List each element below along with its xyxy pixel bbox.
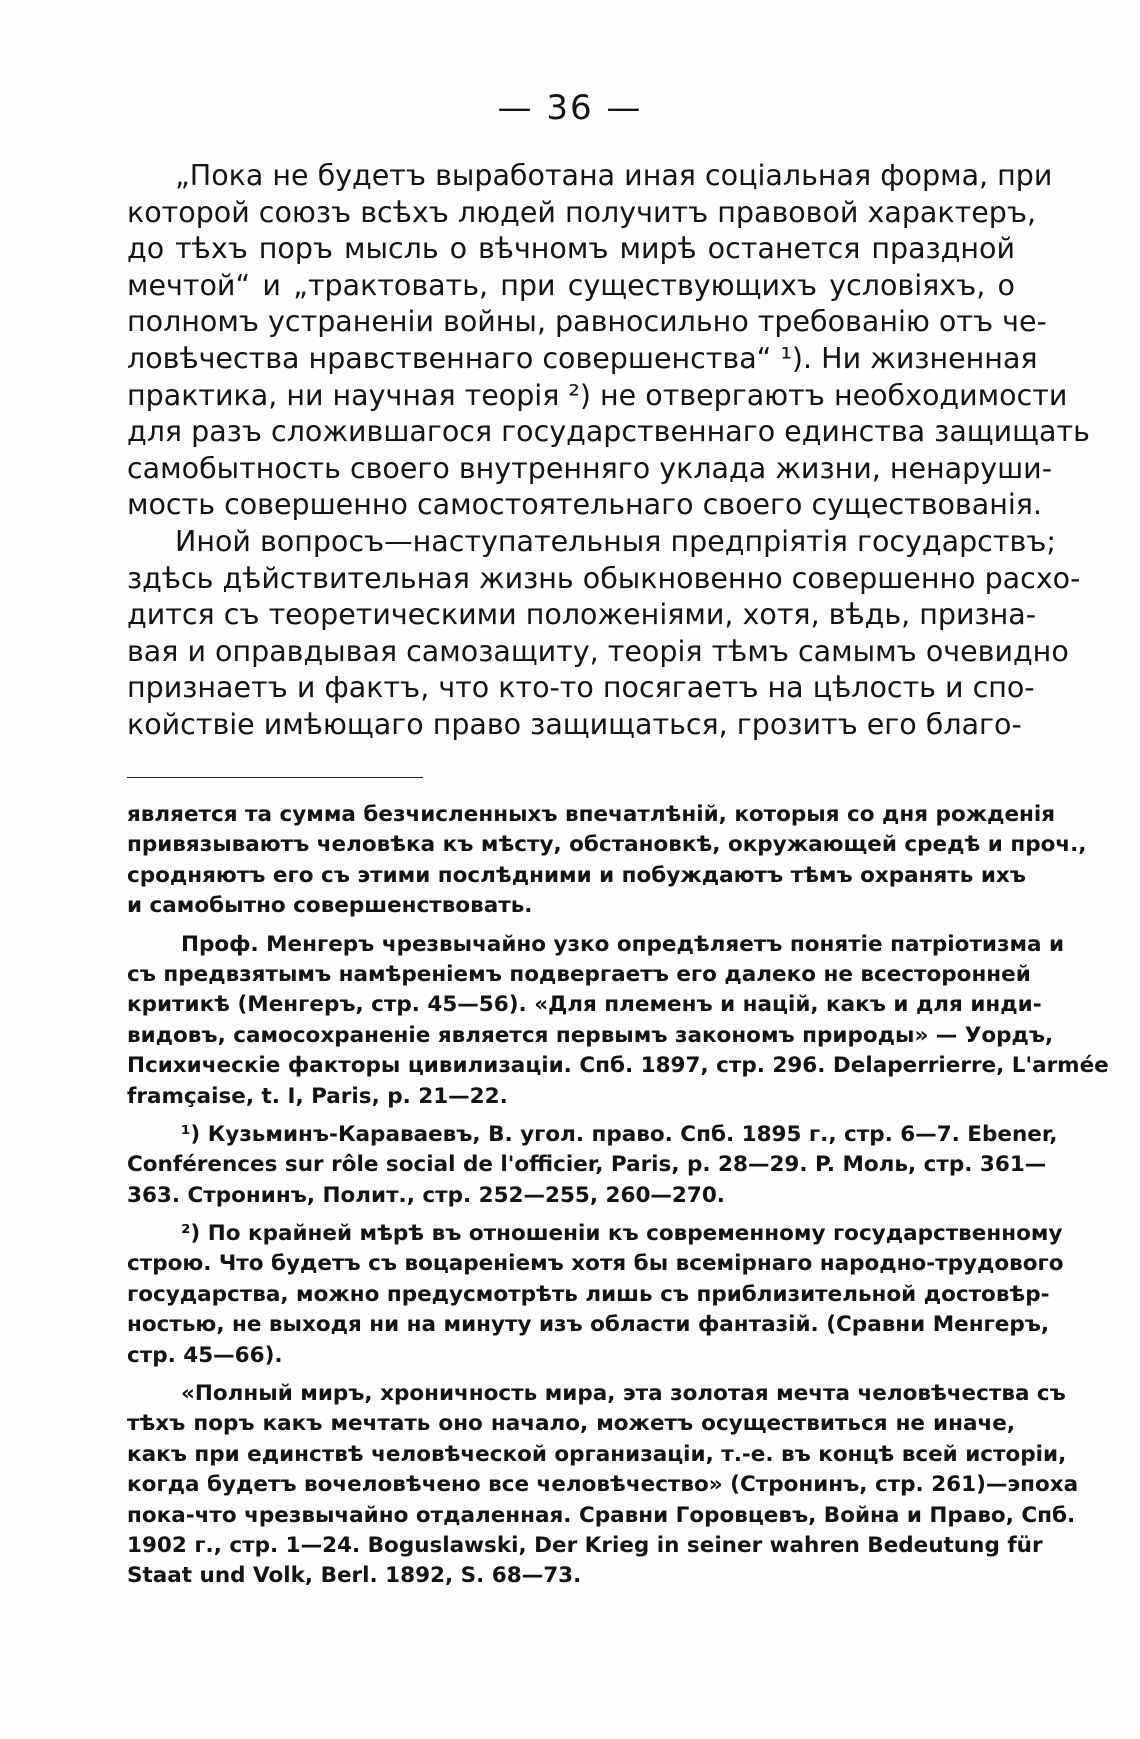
footnote-line: государства, можно предусмотрѣть лишь съ приблизительной достовѣр- (127, 1281, 1050, 1307)
footnote-line: и самобытно совершенствовать. (127, 893, 533, 919)
footnote-line: видовъ, самосохраненіе является первымъ закономъ природы» — Уордъ, (127, 1022, 1054, 1048)
footnote-line: Staat und Volk, Berl. 1892, S. 68—73. (127, 1563, 582, 1589)
main-text-line: полномъ устраненіи войны, равносильно требованію отъ че- (127, 305, 1047, 339)
main-text-line: дится съ теоретическими положеніями, хотя, вѣдь, призна- (127, 598, 1037, 632)
footnote-paragraph (127, 1379, 1079, 1592)
footnote-line: привязываютъ человѣка къ мѣсту, обстановкѣ, окружающей средѣ и проч., (127, 832, 1087, 858)
footnote-line: строю. Что будетъ съ воцареніемъ хотя бы всемірнаго народно-трудового (127, 1251, 1064, 1277)
footnote-paragraph (127, 1219, 1064, 1371)
main-text-line: ловѣчества нравственнаго совершенства“ ¹). Ни жизненная (127, 341, 1038, 375)
footnote-line: Психическіе факторы цивилизаціи. Спб. 1897, стр. 296. Delaperrierre, L'armée (127, 1053, 1109, 1079)
main-text-line: которой союзъ всѣхъ людей получитъ правовой характеръ, (127, 195, 1037, 229)
main-text-line: практика, ни научная теорія ²) не отвергаютъ необходимости (127, 378, 1068, 412)
footnote-line: ²) По крайней мѣрѣ въ отношеніи къ современному государственному (181, 1221, 1063, 1247)
footnote-line: какъ при единствѣ человѣческой организаціи, т.-е. въ концѣ всей исторіи, (127, 1441, 1067, 1467)
main-text-line: здѣсь дѣйствительная жизнь обыкновенно совершенно расхо- (127, 561, 1081, 595)
main-text-line: койствіе имѣющаго право защищаться, грозитъ его благо- (127, 707, 1022, 741)
footnote-paragraph (127, 1120, 1058, 1211)
footnote-separator-rule (127, 777, 423, 778)
footnote-line: ¹) Кузьминъ-Караваевъ, В. угол. право. Спб. 1895 г., стр. 6—7. Ebener, (181, 1121, 1058, 1147)
footnote-line: тѣхъ поръ какъ мечтать оно начало, можетъ осуществиться не иначе, (127, 1411, 1015, 1437)
footnote-line: съ предвзятымъ намѣреніемъ подвергаетъ его далеко не всесторонней (127, 961, 1031, 987)
footnote-line: 1902 г., стр. 1—24. Boguslawski, Der Krieg in seiner wahren Bedeutung für (127, 1532, 1043, 1558)
main-text-body (127, 158, 1090, 744)
page-number: — 36 — (497, 88, 643, 128)
footnote-line: framçaise, t. I, Paris, p. 21—22. (127, 1083, 508, 1109)
main-text-line: вая и оправдывая самозащиту, теорія тѣмъ самымъ очевидно (127, 634, 1069, 668)
main-text-line: до тѣхъ поръ мысль о вѣчномъ мирѣ останется праздной (127, 232, 1015, 266)
main-text-line: Иной вопросъ—наступательныя предпріятія государствъ; (175, 524, 1056, 558)
footnote-paragraph (127, 800, 1087, 922)
footnotes-section (127, 800, 1109, 1592)
main-text-line: признаетъ и фактъ, что кто-то посягаетъ на цѣлость и спо- (127, 671, 1035, 705)
footnote-gap (127, 1371, 1015, 1379)
main-text-line: мечтой“ и „трактовать, при существующихъ условіяхъ, о (127, 268, 1015, 302)
footnote-gap (127, 1112, 1015, 1120)
footnote-gap (127, 922, 1015, 930)
footnote-line: Conférences sur rôle social de l'officier, Paris, p. 28—29. P. Моль, стр. 361— (127, 1152, 1047, 1178)
footnote-line: стр. 45—66). (127, 1342, 283, 1368)
footnote-line: критикѣ (Менгеръ, стр. 45—56). «Для племенъ и націй, какъ и для инди- (127, 992, 1042, 1018)
footnote-line: сродняютъ его съ этими послѣдними и побуждаютъ тѣмъ охранять ихъ (127, 862, 1026, 888)
footnote-paragraph (127, 930, 1109, 1112)
main-text-line: самобытность своего внутренняго уклада жизни, ненаруши- (127, 451, 1052, 485)
main-text-line: мость совершенно самостоятельнаго своего существованія. (127, 488, 1042, 522)
footnote-gap (127, 1211, 1015, 1219)
footnote-line: 363. Стронинъ, Полит., стр. 252—255, 260—270. (127, 1182, 725, 1208)
footnote-line: «Полный миръ, хроничность мира, эта золотая мечта человѣчества съ (181, 1381, 1066, 1407)
main-text-line: „Пока не будетъ выработана иная соціальная форма, при (175, 159, 1053, 192)
footnote-line: когда будетъ вочеловѣчено все человѣчество» (Стронинъ, стр. 261)—эпоха (127, 1472, 1079, 1498)
footnote-line: является та сумма безчисленныхъ впечатлѣній, которыя со дня рожденія (127, 802, 1056, 827)
footnote-line: ностью, не выходя ни на минуту изъ области фантазій. (Сравни Менгеръ, (127, 1312, 1050, 1338)
footnote-line: пока-что чрезвычайно отдаленная. Сравни Горовцевъ, Война и Право, Спб. (127, 1502, 1076, 1528)
footnote-line: Проф. Менгеръ чрезвычайно узко опредѣляетъ понятіе патріотизма и (181, 931, 1065, 957)
main-text-line: для разъ сложившагося государственнаго единства защищать (127, 415, 1090, 449)
